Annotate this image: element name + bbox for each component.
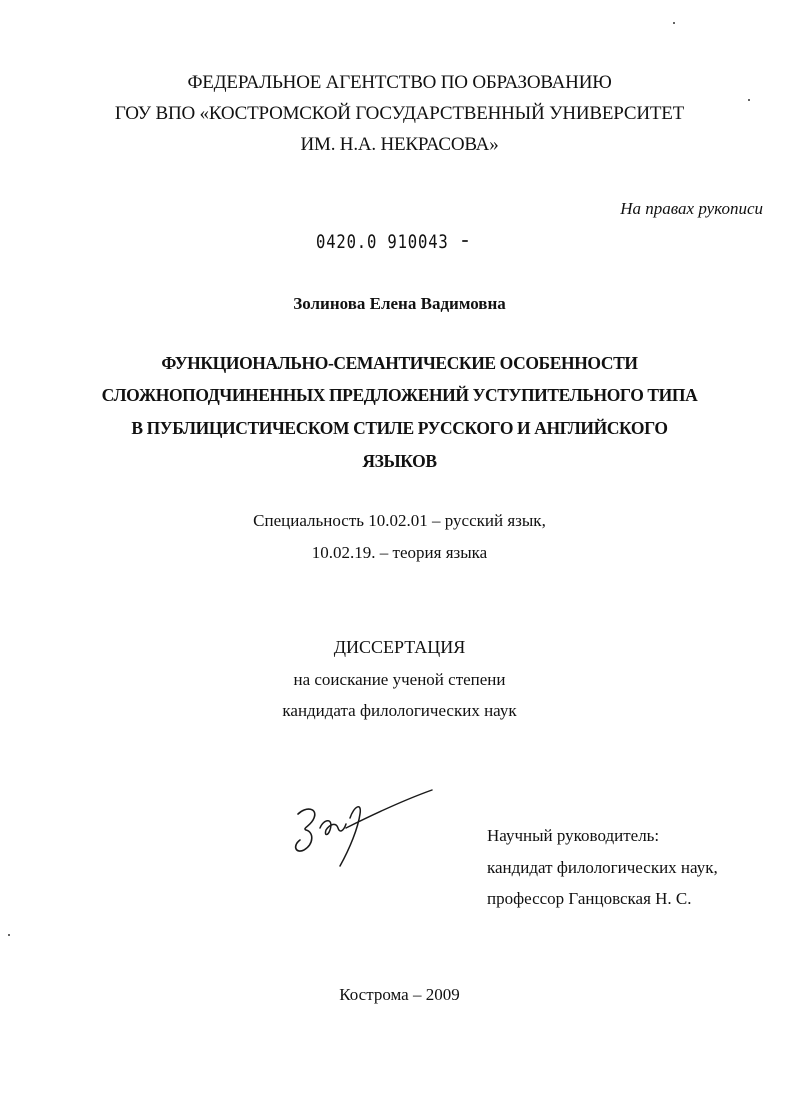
- university-name-heading: ИМ. Н.А. НЕКРАСОВА»: [300, 134, 499, 155]
- agency-heading: ФЕДЕРАЛЬНОЕ АГЕНТСТВО ПО ОБРАЗОВАНИЮ: [187, 72, 612, 93]
- thesis-title-line-4: ЯЗЫКОВ: [362, 451, 437, 471]
- supervisor-name: профессор Ганцовская Н. С.: [487, 889, 692, 908]
- specialty-line-2: 10.02.19. – теория языка: [311, 543, 488, 562]
- university-heading: ГОУ ВПО «КОСТРОМСКОЙ ГОСУДАРСТВЕННЫЙ УНИВЕРСИТЕТ: [114, 103, 685, 124]
- scan-speck: [8, 934, 10, 936]
- dissertation-purpose: на соискание ученой степени: [293, 670, 506, 689]
- dissertation-type: ДИССЕРТАЦИЯ: [333, 637, 466, 657]
- thesis-title-line-1: ФУНКЦИОНАЛЬНО-СЕМАНТИЧЕСКИЕ ОСОБЕННОСТИ: [161, 353, 638, 373]
- handwritten-signature: [284, 788, 434, 868]
- scan-speck: [673, 22, 675, 24]
- specialty-line-1: Специальность 10.02.01 – русский язык,: [253, 511, 546, 530]
- rights-note: На правах рукописи: [620, 199, 763, 218]
- author-name: Золинова Елена Вадимовна: [293, 294, 506, 313]
- thesis-title-line-2: СЛОЖНОПОДЧИНЕННЫХ ПРЕДЛОЖЕНИЙ УСТУПИТЕЛЬНОГО ТИПА: [101, 385, 698, 405]
- supervisor-degree: кандидат филологических наук,: [487, 858, 718, 877]
- dissertation-degree: кандидата филологических наук: [282, 701, 517, 720]
- scan-speck: [748, 99, 750, 101]
- supervisor-label: Научный руководитель:: [487, 826, 660, 845]
- inventory-number: 0420.0 910043: [316, 231, 449, 253]
- city-year: Кострома – 2009: [339, 985, 460, 1004]
- thesis-title-line-3: В ПУБЛИЦИСТИЧЕСКОМ СТИЛЕ РУССКОГО И АНГЛИЙСКОГО: [131, 418, 668, 438]
- scan-speck: [462, 240, 468, 242]
